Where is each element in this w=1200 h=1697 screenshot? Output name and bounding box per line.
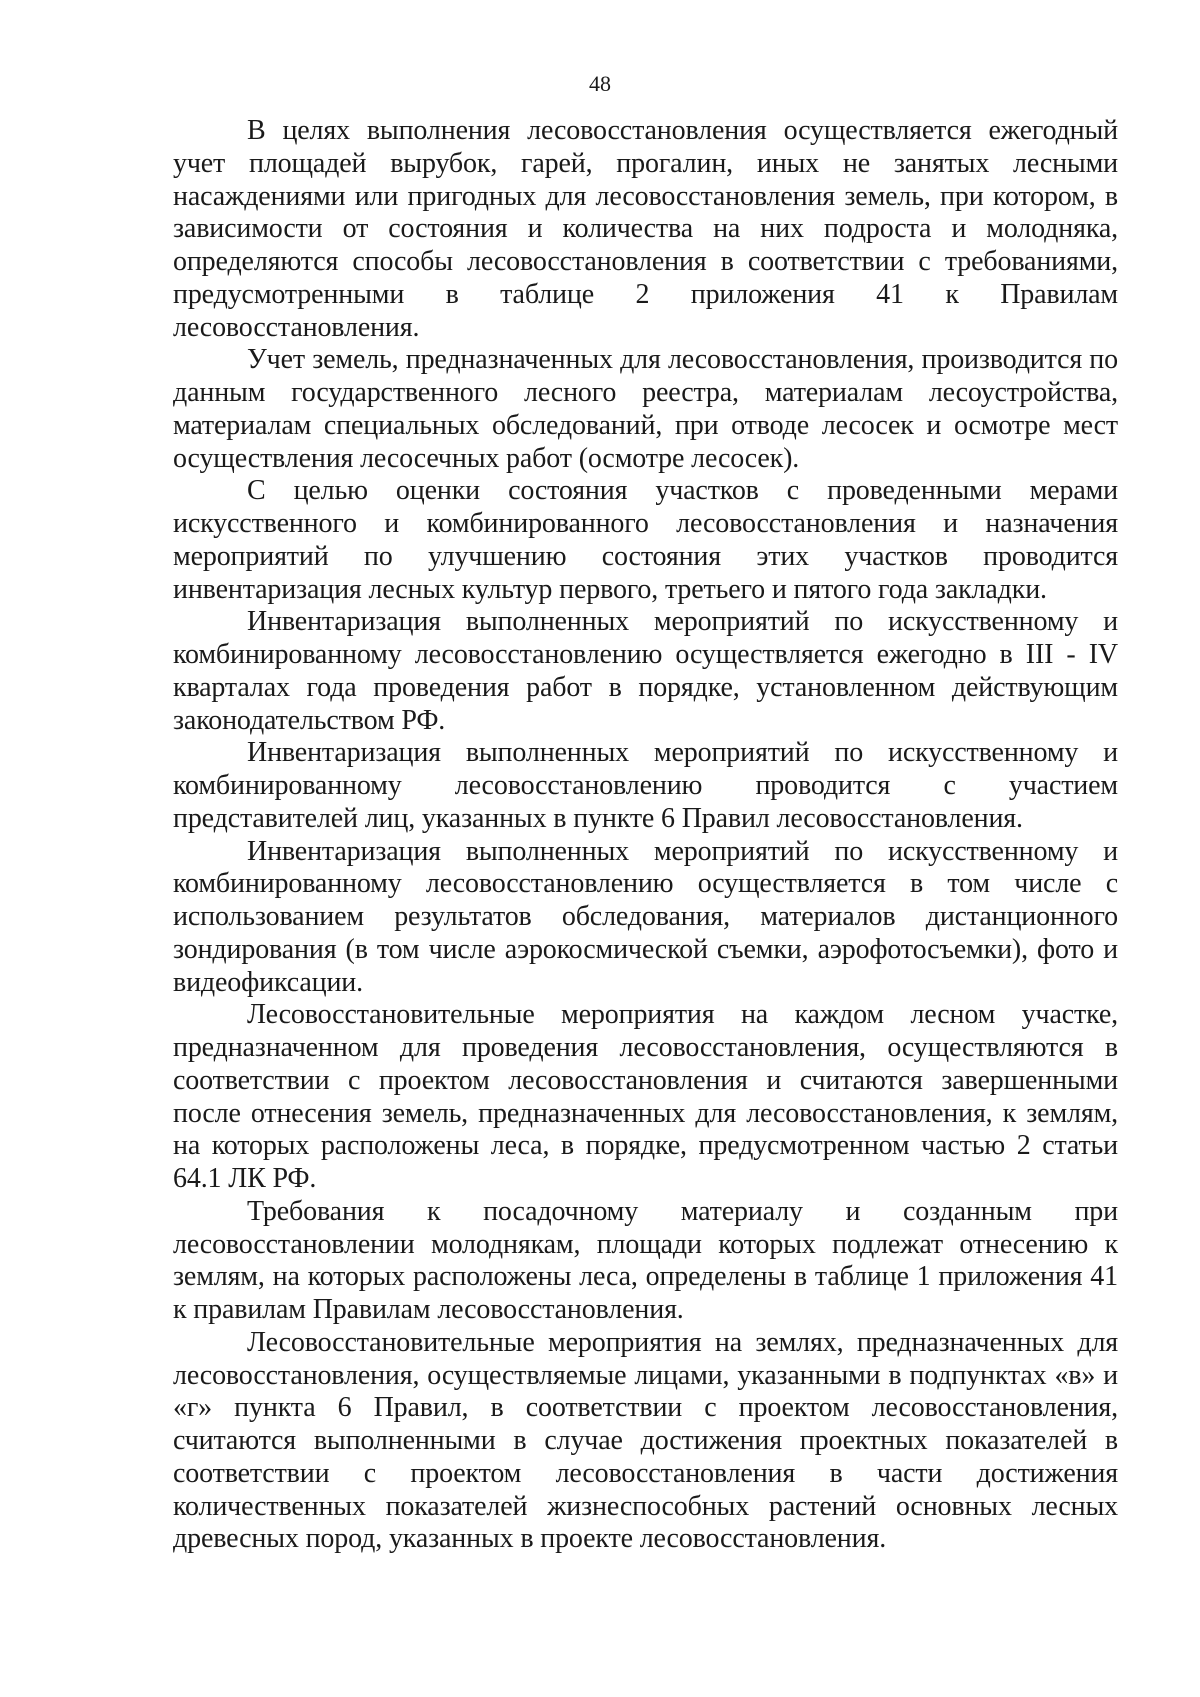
document-body: [173, 115, 1118, 1556]
paragraph-land-accounting: Учет земель, предназначенных для лесовосстановления, производится по данным государственного лесного реестра, материалам лесоустройства, материалам специальных обследований, при отводе лесосек и осмотре мест осуществления лесосечных работ (осмотре лесосек).: [173, 344, 1118, 474]
paragraph-inventory-participants: Инвентаризация выполненных мероприятий по искусственному и комбинированному лесовосстановлению проводится с участием представителей лиц, указанных в пункте 6 Правил лесовосстановления.: [173, 737, 1118, 834]
paragraph-planting-requirements: Требования к посадочному материалу и созданным при лесовосстановлении молоднякам, площади которых подлежат отнесению к землям, на которых расположены леса, определены в таблице 1 приложения 41 к правилам Правилам лесовосстановления.: [173, 1195, 1118, 1325]
paragraph-completion-criteria: Лесовосстановительные мероприятия на каждом лесном участке, предназначенном для проведения лесовосстановления, осуществляются в соответствии с проектом лесовосстановления и считаются завершенными после отнесения земель, предназначенных для лесовосстановления, к землям, на которых расположены леса, в порядке, предусмотренном частью 2 статьи 64.1 ЛК РФ.: [173, 999, 1118, 1194]
paragraph-inventory-methods: Инвентаризация выполненных мероприятий по искусственному и комбинированному лесовосстановлению осуществляется в том числе с использованием результатов обследования, материалов дистанционного зондирования (в том числе аэрокосмической съемки, аэрофотосъемки), фото и видеофиксации.: [173, 835, 1118, 998]
paragraph-inventory-schedule: Инвентаризация выполненных мероприятий по искусственному и комбинированному лесовосстановлению осуществляется ежегодно в III - IV кварталах года проведения работ в порядке, установленном действующим законодательством РФ.: [173, 606, 1118, 736]
page-number: 48: [589, 71, 611, 96]
paragraph-assessment-purpose: С целью оценки состояния участков с проведенными мерами искусственного и комбинированного лесовосстановления и назначения мероприятий по улучшению состояния этих участков проводится инвентаризация лесных культур первого, третьего и пятого года закладки.: [173, 475, 1118, 605]
paragraph-reforestation-accounting: В целях выполнения лесовосстановления осуществляется ежегодный учет площадей вырубок, гарей, прогалин, иных не занятых лесными насаждениями или пригодных для лесовосстановления земель, при котором, в зависимости от состояния и количества на них подроста и молодняка, определяются способы лесовосстановления в соответствии с требованиями, предусмотренными в таблице 2 приложения 41 к Правилам лесовосстановления.: [173, 115, 1118, 343]
paragraph-project-indicators: Лесовосстановительные мероприятия на землях, предназначенных для лесовосстановления, осуществляемые лицами, указанными в подпунктах «в» и «г» пункта 6 Правил, в соответствии с проектом лесовосстановления, считаются выполненными в случае достижения проектных показателей в соответствии с проектом лесовосстановления в части достижения количественных показателей жизнеспособных растений основных лесных древесных пород, указанных в проекте лесовосстановления.: [173, 1326, 1118, 1555]
